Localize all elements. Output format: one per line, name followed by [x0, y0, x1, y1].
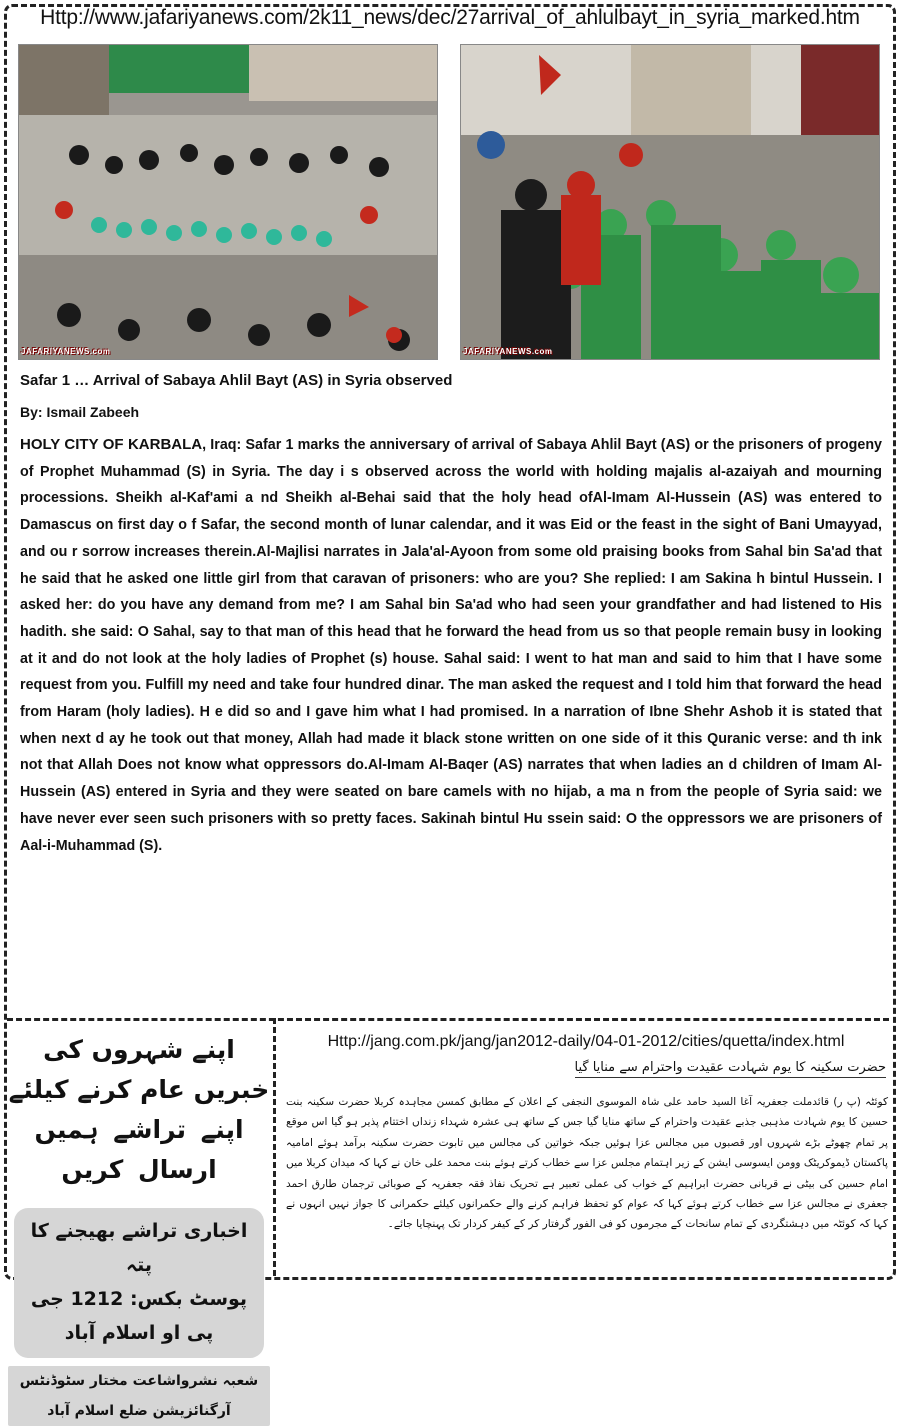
appeal-line-1: اپنے شہروں کی خبریں عام کرنے کیلئے	[8, 1035, 270, 1104]
address-text: پوسٹ بکس: 1212 جی پی او اسلام آباد	[30, 1288, 248, 1344]
photo-watermark-right: JAFARIYANEWS.com	[463, 347, 553, 356]
procession-photo-right	[460, 44, 880, 360]
address-box	[14, 1208, 264, 1358]
clipping-body: کوئٹہ (پ ر) قائدملت جعفریہ آغا السید حامد علی شاہ الموسوی النجفی کے اعلان کے مطابق کمسن مجاہدہ کربلا حضرت سکینہ بنت حسین کا یوم شہادت مذہبی جذبے عقیدت واحترام کے ساتھ منایا گیا جس کے ساتھ ہی عشرہ شہداء زنداں اختتام پذیر ہو گیا اس موقع پر تمام چھوٹے بڑے شہروں اور قصبوں میں مجالس عزا ہوئیں جبکہ خواتین کی مجالس میں تابوت حضرت سکینہ برآمد ہوئے امامیہ پاکستان ڈیموکریٹک وومن ایسوسی ایشن کے زیر اہتمام مجلس عزا سے خطاب کرتے ہوئے بنت محمد علی خان نے کہا کہ میدان کربلا میں امام حسین کی بیٹی نے قربانی حضرت ابراہیم کے خواب کی عملی تعبیر ہے تحریک نفاذ فقہ جعفریہ کے صوبائی ترجمان طارق احمد جعفری نے مجالس عزا سے خطاب کرتے ہوئے کہا کہ عوام کو تحفظ فراہم کرنے والے حکمرانوں کیلئے حکمرانی کا جواز نہیں انہوں نے کہا کہ کوئٹہ میں دہشتگردی کے تمام سانحات کے مجرموں کو فی الفور گرفتار کر کے کیفر کردار تک پہنچایا جائے۔	[286, 1096, 888, 1231]
clipping-source-url: Http://jang.com.pk/jang/jan2012-daily/04-01-2012/cities/quetta/index.html	[327, 1033, 845, 1050]
column-divider	[273, 1018, 276, 1276]
article-dateline: HOLY CITY OF KARBALA	[20, 436, 203, 453]
article-body-text: , Iraq: Safar 1 marks the anniversary of arrival of Sabaya Ahlil Bayt (AS) or the prisoners of progeny of Prophet Muhammad (S) in Syria. The day i s observed across the world with holding majalis al-azaiyah and mourning processions. Sheikh al-Kaf'ami a nd Sheikh al-Behai said that the holy head ofAl-Imam Al-Hussein (AS) was entered to Damascus on first day o f Safar, the second month of lunar calendar, and it was Eid or the feast in the sight of Bani Umayyad, and ou r sorrow increases therein.Al-Majlisi narrates in Jala'al-Ayoon from some old praising books from Sahal bin Sa'ad that he said that he asked one little girl from that caravan of prisoners: who are you? She replied: I am Sakina h bintul Hussein. I asked her: do you have any demand from me? I am Sahal bin Sa'ad who had seen your grandfather and had listened to His hadith. she said: O Sahal, say to that man of this head that he forward the head from us so that people remain busy in looking at it and do not look at the holy ladies of Prophet (s) house. Sahal said: I went to hat man and said to him that I have some request from you. Fulfill my need and take four hundred dinar. The man asked the request and I told him that forward the head from Haram (holy ladies). H e did so and I gave him what I had promised. In a narration of Ibne Shehr Ashob it is stated that when next d ay he took out that money, Allah had made it black stone written on one side of it this Quranic verse: and th ink not that Allah Does not know what oppressors do.Al-Imam Al-Baqer (AS) narrates that when ladies an d children of Imam Al-Hussein (AS) entered in Syria and they were seated on bare camels with no hijab, a ma n from the people of Syria said: we have never ever seen such prisoners with so pretty faces. Sakinah bintul Hu ssein said: O the oppressors we are prisoners of Aal-i-Muhammad (S).	[20, 437, 883, 854]
section-divider	[7, 1018, 889, 1021]
procession-photo-right-image	[461, 45, 879, 359]
source-url: Http://www.jafariyanews.com/2k11_news/dec/27arrival_of_ahlulbayt_in_syria_marked.htm	[40, 6, 860, 29]
organization-footer: شعبہ نشرواشاعت مختار سٹوڈنٹس آرگنائزیشن ضلع اسلام آباد	[8, 1366, 270, 1426]
appeal-line-2: اپنے تراشے ہمیں ارسال کریں	[34, 1115, 244, 1184]
procession-photo-left	[18, 44, 438, 360]
address-title: اخباری تراشے بھیجنے کا پتہ	[30, 1220, 248, 1276]
photo-watermark-left: JAFARIYANEWS.com	[21, 347, 111, 356]
procession-photo-left-image	[19, 45, 437, 359]
article-byline: By: Ismail Zabeeh	[20, 404, 140, 420]
article-body	[20, 432, 882, 859]
appeal-panel	[8, 1030, 270, 1426]
clipping-headline: حضرت سکینہ کا یوم شہادت عقیدت واحترام سے منایا گیا	[575, 1060, 887, 1078]
article-headline: Safar 1 … Arrival of Sabaya Ahlil Bayt (AS) in Syria observed	[20, 372, 453, 389]
